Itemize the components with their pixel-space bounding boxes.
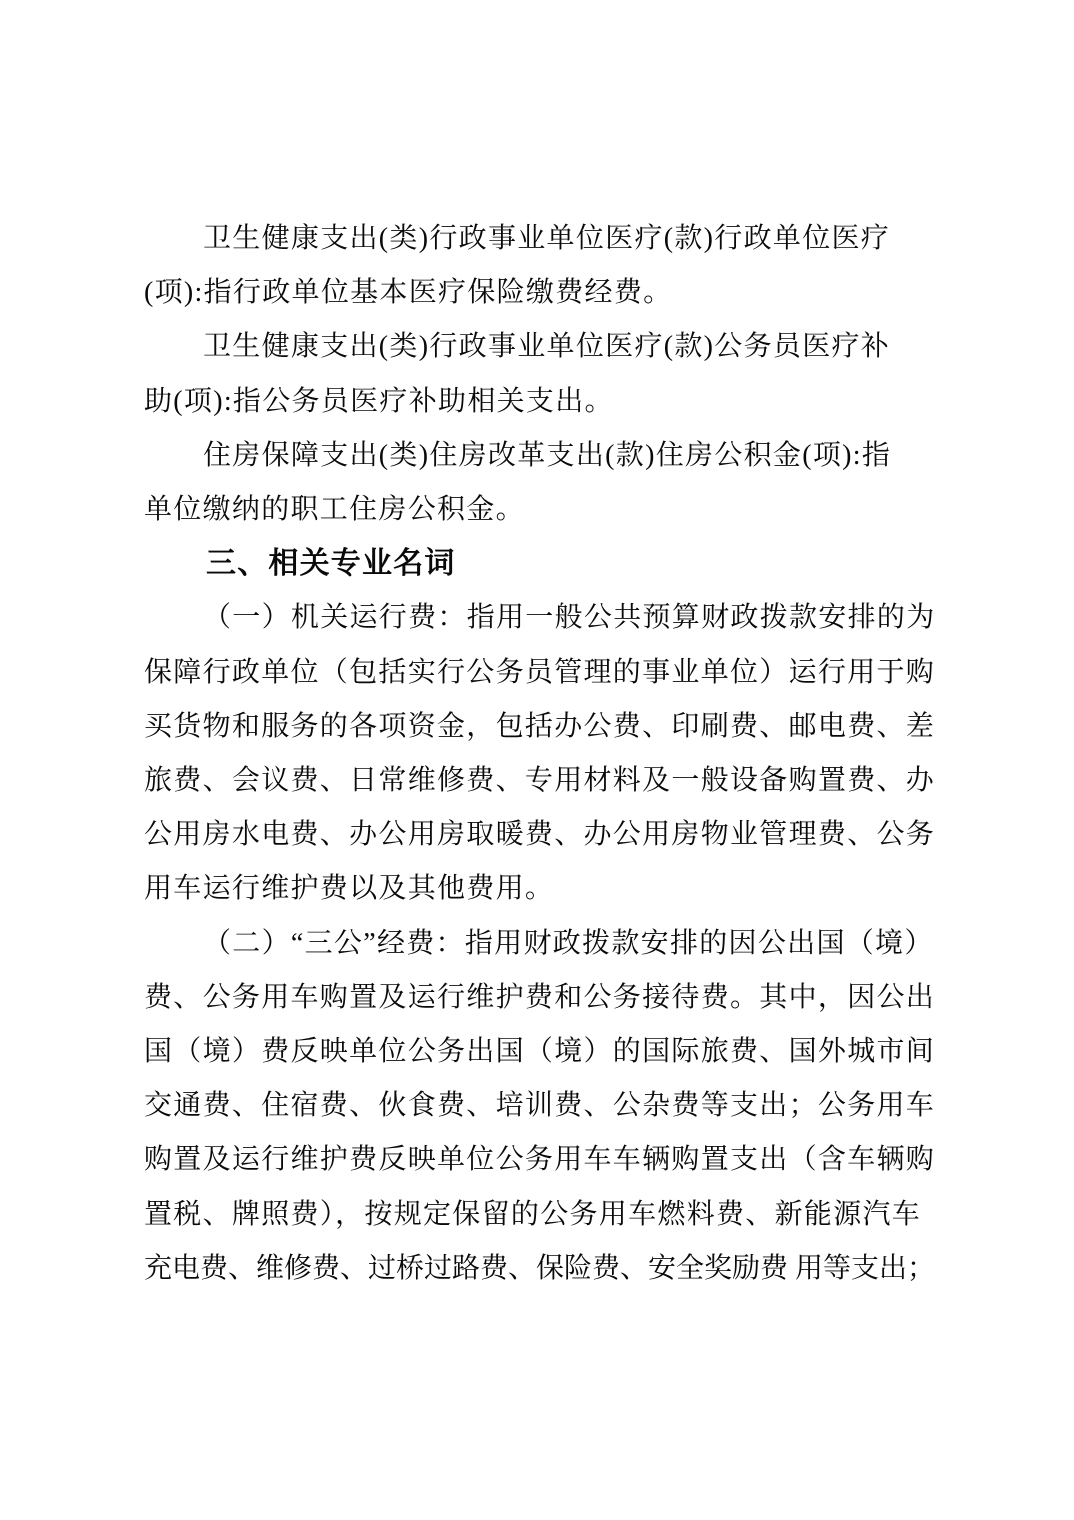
para-4-line-4: 旅费、会议费、日常维修费、专用材料及一般设备购置费、办: [144, 765, 936, 797]
para-1-line-2: (项):指行政单位基本医疗保险缴费经费。: [144, 277, 673, 309]
section-heading: 三、相关专业名词: [206, 547, 456, 581]
text-block: [144, 212, 964, 1296]
para-4-line-6: 用车运行维护费以及其他费用。: [144, 873, 555, 905]
para-2-line-1: 卫生健康支出(类)行政事业单位医疗(款)公务员医疗补: [203, 331, 891, 363]
para-4-line-2: 保障行政单位（包括实行公务员管理的事业单位）运行用于购: [144, 656, 936, 688]
para-5-line-3: 国（境）费反映单位公务出国（境）的国际旅费、国外城市间: [144, 1036, 936, 1068]
para-3-line-2: 单位缴纳的职工住房公积金。: [144, 494, 525, 526]
para-5-line-1: （二）“三公”经费：指用财政拨款安排的因公出国（境）: [203, 927, 934, 959]
para-2-line-2: 助(项):指公务员医疗补助相关支出。: [144, 385, 614, 417]
para-4-line-5: 公用房水电费、办公用房取暖费、办公用房物业管理费、公务: [144, 819, 936, 851]
para-3-line-1: 住房保障支出(类)住房改革支出(款)住房公积金(项):指: [203, 439, 892, 471]
para-5-line-7: 充电费、维修费、过桥过路费、保险费、安全奖励费 用等支出；: [144, 1252, 936, 1284]
para-4-line-3: 买货物和服务的各项资金，包括办公费、印刷费、邮电费、差: [144, 710, 936, 742]
para-5-line-4: 交通费、住宿费、伙食费、培训费、公杂费等支出；公务用车: [144, 1090, 936, 1122]
para-1-line-1: 卫生健康支出(类)行政事业单位医疗(款)行政单位医疗: [203, 223, 891, 254]
para-5-line-5: 购置及运行维护费反映单位公务用车车辆购置支出（含车辆购: [144, 1144, 936, 1176]
para-5-line-6: 置税、牌照费），按规定保留的公务用车燃料费、新能源汽车: [144, 1198, 922, 1230]
para-4-line-1: （一）机关运行费：指用一般公共预算财政拨款安排的为: [203, 602, 936, 634]
para-5-line-2: 费、公务用车购置及运行维护费和公务接待费。其中，因公出: [144, 981, 936, 1013]
